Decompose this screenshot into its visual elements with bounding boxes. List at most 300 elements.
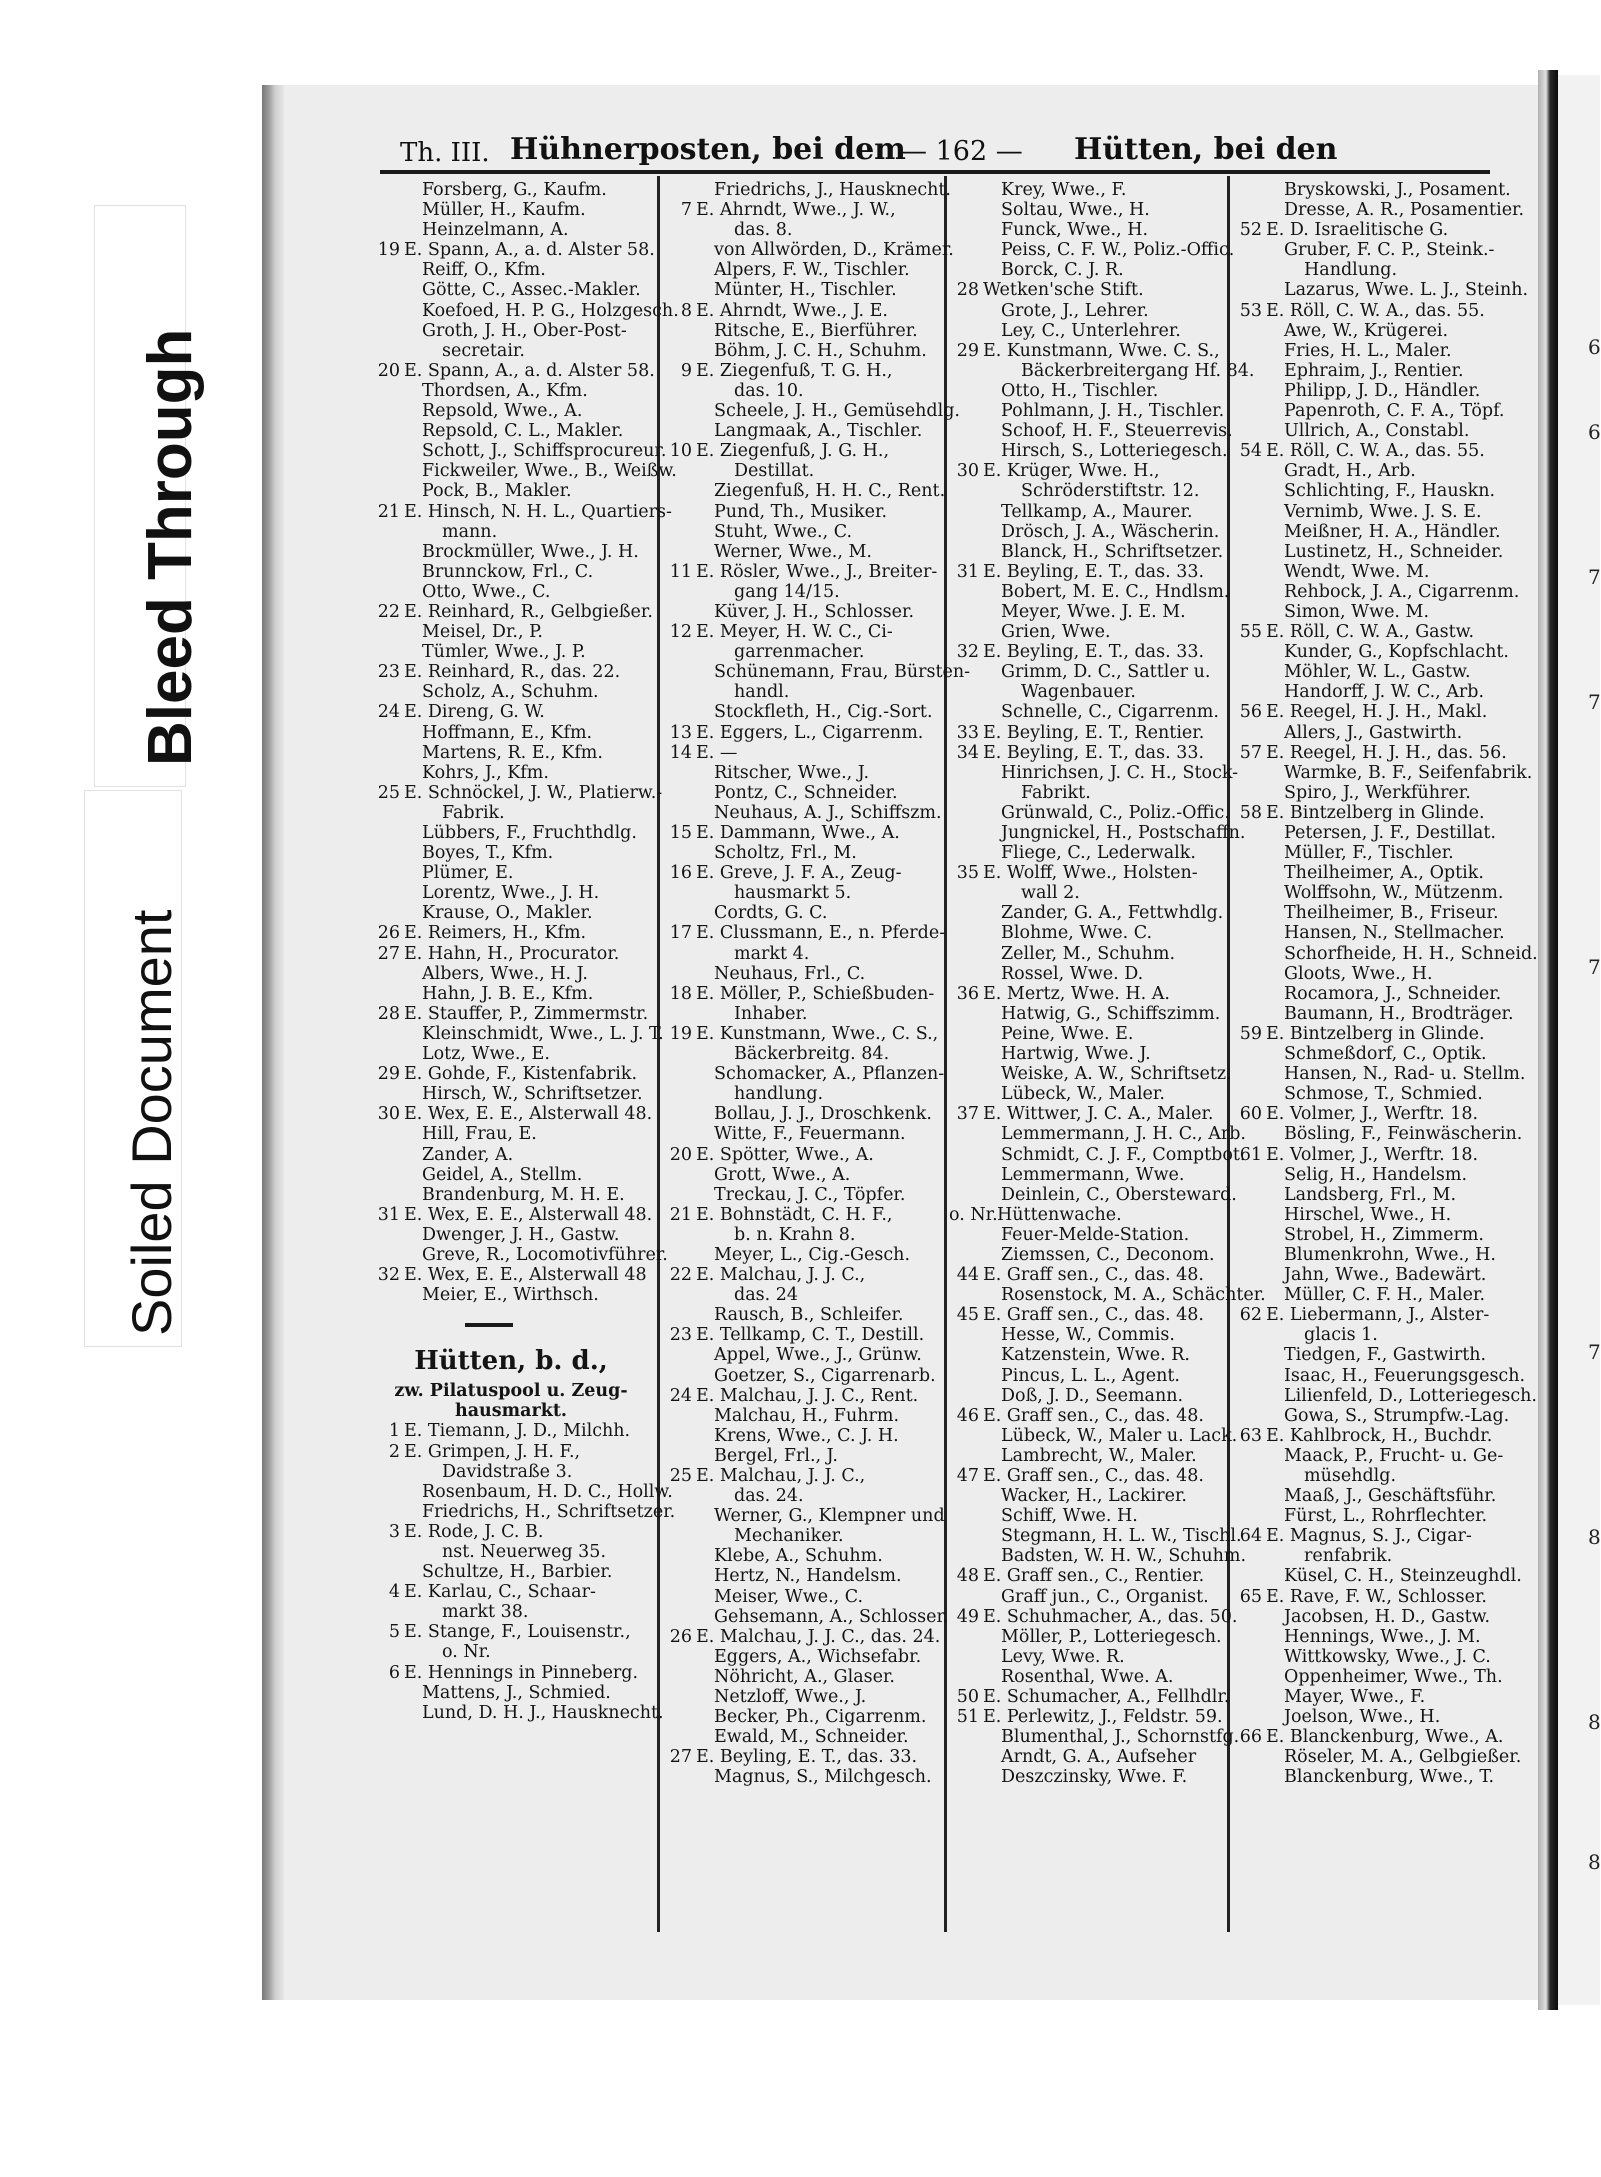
entry-text: Deinlein, C., Obersteward.: [1001, 1184, 1237, 1205]
directory-entry: [662, 461, 942, 481]
directory-entry: [949, 481, 1225, 501]
house-number: 45: [956, 1305, 979, 1326]
directory-entry: [662, 401, 960, 422]
directory-entry: [370, 481, 652, 501]
directory-entry: [662, 1606, 949, 1627]
house-number: 57: [1239, 742, 1262, 763]
directory-entry: [662, 1727, 942, 1747]
house-number: 28: [377, 1003, 400, 1024]
directory-entry: [949, 802, 1230, 823]
directory-entry: [1232, 562, 1510, 582]
house-number: 28: [956, 280, 979, 301]
directory-entry: [370, 461, 677, 482]
house-number: o. Nr.: [949, 1204, 998, 1225]
directory-entry: [370, 1501, 676, 1522]
entry-text: Tümler, Wwe., J. P.: [422, 642, 586, 663]
entry-text: Bryskowski, J., Posament.: [1284, 180, 1511, 200]
entry-text: Friedrichs, J., Hausknecht.: [714, 180, 951, 200]
directory-entry: [1232, 361, 1510, 381]
directory-entry: [662, 1366, 942, 1386]
entry-text: E. Liebermann, J., Alster-: [1266, 1305, 1490, 1326]
entry-text: E. Ahrndt, Wwe., J. E.: [696, 300, 888, 321]
directory-entry: [370, 1205, 652, 1225]
directory-entry: [949, 1184, 1237, 1205]
directory-entry: [949, 301, 1225, 321]
entry-text: Fabrikt.: [1021, 782, 1091, 803]
directory-entry: [949, 240, 1235, 261]
directory-entry: [370, 582, 652, 602]
house-number: 51: [956, 1707, 979, 1728]
directory-entry: [662, 723, 942, 743]
entry-text: Hirsch, W., Schriftsetzer.: [422, 1084, 643, 1105]
directory-entry: [370, 1265, 652, 1285]
house-number: 4: [388, 1582, 400, 1603]
entry-text: Hinrichsen, J. C. H., Stock-: [1001, 762, 1239, 783]
directory-entry: [1232, 843, 1510, 863]
next-page-edge-number: 8: [1588, 1710, 1601, 1734]
header-right-title: Hütten, bei den: [1074, 132, 1338, 167]
entry-text: Otto, Wwe., C.: [422, 581, 551, 602]
entry-text: Otto, H., Tischler.: [1001, 380, 1159, 401]
entry-text: Forsberg, G., Kaufm.: [422, 180, 607, 200]
directory-entry: [370, 280, 652, 300]
directory-entry: [949, 1124, 1246, 1145]
sticker-soiled-document-label: Soiled Document: [120, 909, 183, 1336]
directory-entry: [1232, 1506, 1510, 1526]
house-number: 13: [669, 722, 692, 743]
directory-entry: [949, 1386, 1225, 1406]
directory-entry: [1232, 1587, 1510, 1607]
house-number: 49: [956, 1606, 979, 1627]
directory-entry: [662, 220, 942, 240]
directory-entry: [662, 381, 942, 401]
directory-entry: [662, 1004, 942, 1024]
directory-entry: [949, 1566, 1225, 1586]
next-page-edge-number: 8: [1588, 1850, 1601, 1874]
entry-text: E. Bintzelberg in Glinde.: [1266, 1023, 1485, 1044]
entry-text: Meyer, Wwe. J. E. M.: [1001, 601, 1186, 622]
entry-text: wall 2.: [1021, 883, 1080, 904]
entry-text: Brockmüller, Wwe., J. H.: [422, 541, 639, 562]
directory-entry: [370, 763, 652, 783]
entry-text: Arndt, G. A., Aufseher: [1001, 1747, 1197, 1768]
directory-entry: [662, 301, 942, 321]
directory-entry: [1232, 1245, 1510, 1265]
directory-entry: [1232, 421, 1510, 441]
house-number: 32: [956, 642, 979, 663]
entry-text: E. Rave, F. W., Schlosser.: [1266, 1586, 1487, 1607]
entry-text: Schmidt, C. J. F., Comptbot.: [1001, 1144, 1246, 1165]
entry-text: das. 24: [734, 1285, 799, 1306]
directory-entry: [662, 1265, 942, 1285]
directory-entry: [1232, 943, 1538, 964]
directory-entry: [370, 923, 652, 943]
directory-entry: [1232, 1205, 1510, 1225]
entry-text: Müller, C. F. H., Maler.: [1284, 1285, 1486, 1306]
directory-entry: [949, 964, 1225, 984]
directory-entry: [370, 662, 652, 682]
next-page-edge-number: 6: [1588, 420, 1601, 444]
directory-entry: [949, 1506, 1225, 1526]
directory-entry: [1232, 1627, 1510, 1647]
divider-bar: [465, 1323, 513, 1327]
directory-entry: [1232, 1426, 1510, 1446]
entry-text: Bergel, Frl., J.: [714, 1445, 838, 1466]
directory-entry: [370, 1542, 652, 1562]
entry-text: E. Direng, G. W.: [404, 702, 545, 723]
entry-text: Scholz, A., Schuhm.: [422, 682, 599, 703]
directory-entry: [370, 542, 652, 562]
house-number: 33: [956, 722, 979, 743]
entry-text: E. Eggers, L., Cigarrenm.: [696, 722, 924, 743]
directory-entry: [370, 743, 652, 763]
directory-entry: [662, 441, 942, 461]
entry-text: Martens, R. E., Kfm.: [422, 742, 603, 763]
directory-entry: [370, 602, 652, 622]
entry-text: Neuhaus, Frl., C.: [714, 963, 866, 984]
directory-entry: [370, 723, 652, 743]
entry-text: E. Gohde, F., Kistenfabrik.: [404, 1064, 638, 1085]
directory-entry: [949, 1084, 1225, 1104]
directory-entry: [370, 1562, 652, 1582]
house-number: 34: [956, 742, 979, 763]
house-number: 23: [669, 1325, 692, 1346]
house-number: 14: [669, 742, 692, 763]
house-number: 26: [377, 923, 400, 944]
entry-text: Grott, Wwe., A.: [714, 1164, 851, 1185]
entry-text: Repsold, Wwe., A.: [422, 401, 583, 422]
entry-text: renfabrik.: [1304, 1546, 1393, 1567]
directory-entry: [1232, 1003, 1514, 1024]
entry-text: Grien, Wwe.: [1001, 622, 1111, 643]
directory-entry: [370, 300, 679, 321]
entry-text: E. Spann, A., a. d. Alster 58.: [404, 360, 655, 381]
entry-text: Stuht, Wwe., C.: [714, 521, 853, 542]
entry-text: Schultze, H., Barbier.: [422, 1562, 613, 1583]
entry-text: Fickweiler, Wwe., B., Weißw.: [422, 461, 677, 482]
entry-text: Pontz, C., Schneider.: [714, 782, 898, 803]
entry-text: E. Beyling, E. T., das. 33.: [696, 1747, 918, 1768]
directory-entry: [949, 783, 1225, 803]
directory-entry: [949, 180, 1225, 200]
directory-entry: [662, 1245, 942, 1265]
directory-entry: [1232, 1747, 1522, 1768]
directory-entry: [949, 1144, 1246, 1165]
entry-text: Alpers, F. W., Tischler.: [714, 260, 910, 281]
entry-text: Greve, R., Locomotivführer.: [422, 1244, 668, 1265]
entry-text: E. Schumacher, A., Fellhdlr.: [983, 1687, 1230, 1708]
house-number: 29: [377, 1064, 400, 1085]
entry-text: Oppenheimer, Wwe., Th.: [1284, 1666, 1503, 1687]
directory-entry: [370, 522, 652, 542]
entry-text: Netzloff, Wwe., J.: [714, 1687, 867, 1708]
entry-text: Jahn, Wwe., Badewärt.: [1284, 1265, 1487, 1286]
entry-text: Küver, J. H., Schlosser.: [714, 601, 915, 622]
directory-entry: [370, 1225, 652, 1245]
directory-entry: [662, 662, 971, 683]
directory-entry: [949, 984, 1225, 1004]
directory-entry: [662, 803, 942, 823]
directory-entry: [1232, 1486, 1510, 1506]
section-subheading: [370, 1401, 652, 1421]
house-number: 35: [956, 863, 979, 884]
directory-entry: [370, 1522, 652, 1542]
entry-text: E. Volmer, J., Werftr. 18.: [1266, 1144, 1479, 1165]
directory-column-4: [1232, 180, 1538, 1788]
directory-entry: [370, 984, 652, 1004]
entry-text: Rausch, B., Schleifer.: [714, 1305, 904, 1326]
directory-entry: [949, 1747, 1225, 1767]
next-page-edge-number: 6: [1588, 335, 1601, 359]
directory-entry: [1232, 301, 1510, 321]
directory-entry: [1232, 1104, 1510, 1124]
column-rule: [657, 176, 660, 1932]
directory-entry: [1232, 1707, 1510, 1727]
directory-entry: [370, 964, 652, 984]
directory-entry: [662, 1587, 942, 1607]
directory-entry: [370, 441, 667, 462]
entry-text: E. Blanckenburg, Wwe., A.: [1266, 1727, 1504, 1748]
directory-entry: [949, 1366, 1225, 1386]
entry-text: Peine, Wwe. E.: [1001, 1023, 1134, 1044]
entry-text: Hesse, W., Commis.: [1001, 1325, 1175, 1346]
entry-text: Götte, C., Assec.-Makler.: [422, 280, 641, 301]
directory-entry: [949, 1767, 1225, 1787]
directory-entry: [1232, 381, 1510, 401]
directory-entry: [370, 843, 652, 863]
directory-entry: [662, 1345, 942, 1365]
directory-entry: [1232, 522, 1510, 542]
directory-entry: [949, 1627, 1225, 1647]
entry-text: E. Ahrndt, Wwe., J. W.,: [696, 200, 896, 221]
entry-text: Boyes, T., Kfm.: [422, 843, 554, 864]
next-page-edge-number: 7: [1588, 690, 1601, 714]
directory-entry: [662, 923, 946, 944]
entry-text: E. Beyling, E. T., das. 33.: [983, 742, 1205, 763]
house-number: 12: [669, 622, 692, 643]
directory-entry: [1232, 1064, 1526, 1085]
directory-entry: [662, 542, 942, 562]
entry-text: E. Malchau, J. J. C., Rent.: [696, 1385, 919, 1406]
entry-text: Schröderstiftstr. 12.: [1021, 481, 1200, 502]
entry-text: Ritsche, E., Bierführer.: [714, 320, 918, 341]
directory-entry: [1232, 702, 1510, 722]
entry-text: E. D. Israelitische G.: [1266, 220, 1449, 241]
directory-entry: [1232, 1325, 1510, 1345]
directory-entry: [1232, 280, 1529, 301]
entry-text: E. Magnus, S. J., Cigar-: [1266, 1526, 1472, 1547]
entry-text: Eggers, A., Wichsefabr.: [714, 1646, 922, 1667]
directory-entry: [1232, 1145, 1510, 1165]
directory-entry: [662, 481, 946, 502]
entry-text: Peiss, C. F. W., Poliz.-Offic.: [1001, 240, 1235, 261]
entry-text: von Allwörden, D., Krämer.: [714, 240, 954, 261]
entry-text: Böhm, J. C. H., Schuhm.: [714, 340, 927, 361]
entry-text: Jungnickel, H., Postschaffn.: [1001, 823, 1246, 843]
directory-entry: [949, 502, 1225, 522]
directory-entry: [370, 702, 652, 722]
directory-entry: [370, 260, 652, 280]
entry-text: E. Wolff, Wwe., Holsten-: [983, 863, 1198, 884]
directory-entry: [949, 923, 1225, 943]
entry-text: Langmaak, A., Tischler.: [714, 421, 923, 442]
entry-text: E. Schnöckel, J. W., Platierw.-: [404, 782, 663, 803]
directory-entry: [370, 1622, 652, 1642]
page-binding-shadow: [262, 85, 284, 2000]
directory-entry: [370, 823, 652, 843]
house-number: 3: [388, 1521, 400, 1542]
section-divider: [370, 1305, 652, 1341]
entry-text: Rossel, Wwe. D.: [1001, 963, 1144, 984]
entry-text: Schoof, H. F., Steuerrevis.: [1001, 421, 1233, 442]
directory-entry: [949, 321, 1225, 341]
entry-text: Krey, Wwe., F.: [1001, 180, 1127, 200]
entry-text: Hartwig, Wwe. J.: [1001, 1044, 1151, 1065]
entry-text: Kunder, G., Kopfschlacht.: [1284, 642, 1509, 663]
house-number: 31: [956, 561, 979, 582]
entry-text: Appel, Wwe., J., Grünw.: [714, 1345, 922, 1366]
directory-entry: [1232, 441, 1510, 461]
directory-entry: [370, 200, 652, 220]
directory-entry: [662, 622, 942, 642]
sticker-bleed-through-label: Bleed Through: [136, 328, 205, 766]
directory-entry: [949, 1727, 1240, 1748]
entry-text: Dwenger, J. H., Gastw.: [422, 1224, 620, 1245]
house-number: 63: [1239, 1425, 1262, 1446]
directory-entry: [949, 200, 1225, 220]
directory-entry: [370, 1064, 652, 1084]
entry-text: o. Nr.: [442, 1642, 491, 1663]
house-number: 24: [377, 702, 400, 723]
house-number: 30: [377, 1104, 400, 1125]
entry-text: E. Spötter, Wwe., A.: [696, 1144, 874, 1165]
directory-entry: [370, 1104, 652, 1124]
directory-entry: [662, 883, 942, 903]
volume-label: Th. III.: [400, 138, 490, 168]
entry-text: Theilheimer, A., Optik.: [1284, 863, 1484, 884]
entry-text: das. 8.: [734, 220, 793, 241]
entry-text: Goetzer, S., Cigarrenarb.: [714, 1365, 936, 1386]
entry-text: Handorff, J. W. C., Arb.: [1284, 682, 1485, 703]
directory-entry: [1232, 682, 1510, 702]
directory-entry: [662, 944, 942, 964]
directory-entry: [1232, 1084, 1510, 1104]
directory-entry: [662, 1747, 942, 1767]
directory-entry: [1232, 1687, 1510, 1707]
entry-text: Magnus, S., Milchgesch.: [714, 1767, 932, 1788]
entry-text: Drösch, J. A., Wäscherin.: [1001, 521, 1220, 542]
directory-entry: [662, 180, 951, 200]
entry-text: E. Graff sen., C., das. 48.: [983, 1405, 1204, 1426]
directory-entry: [949, 1205, 1225, 1225]
directory-entry: [949, 1285, 1266, 1306]
directory-entry: [949, 1225, 1225, 1245]
directory-entry: [662, 1024, 942, 1044]
directory-entry: [662, 903, 942, 923]
entry-text: Kleinschmidt, Wwe., L. J. T.: [422, 1023, 664, 1044]
page-number: — 162 —: [900, 136, 1023, 167]
directory-entry: [949, 260, 1225, 280]
entry-text: markt 4.: [734, 943, 810, 964]
house-number: 37: [956, 1104, 979, 1125]
directory-entry: [1232, 220, 1510, 240]
entry-text: Schmose, T., Schmied.: [1284, 1084, 1483, 1105]
directory-entry: [370, 1004, 652, 1024]
entry-text: Doß, J. D., Seemann.: [1001, 1385, 1184, 1406]
entry-text: Baumann, H., Brodträger.: [1284, 1003, 1514, 1024]
entry-text: Deszczinsky, Wwe. F.: [1001, 1767, 1188, 1788]
directory-entry: [1232, 1365, 1526, 1386]
directory-entry: [662, 1526, 942, 1546]
directory-entry: [949, 682, 1225, 702]
house-number: 19: [669, 1023, 692, 1044]
entry-text: Gradt, H., Arb.: [1284, 461, 1416, 482]
entry-text: Ziemssen, C., Deconom.: [1001, 1244, 1215, 1265]
entry-text: Blanckenburg, Wwe., T.: [1284, 1767, 1495, 1788]
directory-entry: [1232, 260, 1510, 280]
directory-entry: [1232, 1044, 1510, 1064]
entry-text: gang 14/15.: [734, 581, 840, 602]
entry-text: Dresse, A. R., Posamentier.: [1284, 200, 1525, 221]
entry-text: Werner, G., Klempner und: [714, 1506, 945, 1527]
entry-text: Zander, G. A., Fettwhdlg.: [1001, 903, 1224, 924]
directory-entry: [949, 1606, 1238, 1627]
directory-entry: [949, 1245, 1225, 1265]
directory-entry: [949, 542, 1225, 562]
directory-entry: [662, 260, 942, 280]
section-subheading-text: zw. Pilatuspool u. Zeug-: [394, 1381, 628, 1402]
entry-text: Münter, H., Tischler.: [714, 280, 897, 301]
entry-text: E. Schuhmacher, A., das. 50.: [983, 1606, 1238, 1627]
directory-entry: [662, 843, 942, 863]
entry-text: Warmke, B. F., Seifenfabrik.: [1284, 762, 1533, 783]
directory-entry: [949, 1305, 1225, 1325]
directory-entry: [1232, 1385, 1537, 1406]
entry-text: Vernimb, Wwe. J. S. E.: [1284, 501, 1482, 522]
directory-entry: [370, 1124, 652, 1144]
directory-entry: [662, 1064, 945, 1085]
directory-entry: [949, 1064, 1232, 1085]
directory-entry: [949, 1486, 1225, 1506]
directory-entry: [662, 1627, 942, 1647]
directory-entry: [1232, 1466, 1510, 1486]
entry-text: Inhaber.: [734, 1003, 808, 1024]
entry-text: E. Bintzelberg in Glinde.: [1266, 802, 1485, 823]
directory-entry: [662, 1285, 942, 1305]
entry-text: Blumenthal, J., Schornstfg.: [1001, 1727, 1240, 1748]
directory-entry: [662, 1185, 942, 1205]
entry-text: Graff jun., C., Organist.: [1001, 1586, 1209, 1607]
directory-entry: [949, 843, 1225, 863]
entry-text: Philipp, J. D., Händler.: [1284, 380, 1481, 401]
directory-entry: [370, 1663, 652, 1683]
directory-entry: [949, 1546, 1247, 1567]
directory-entry: [370, 1165, 652, 1185]
directory-entry: [662, 1044, 942, 1064]
directory-entry: [662, 1104, 942, 1124]
entry-text: Meiser, Wwe., C.: [714, 1586, 864, 1607]
entry-text: Wittkowsky, Wwe., J. C.: [1284, 1646, 1491, 1667]
entry-text: Lübeck, W., Maler.: [1001, 1084, 1165, 1105]
directory-entry: [949, 1687, 1230, 1708]
next-page-edge-number: 8: [1588, 1525, 1601, 1549]
entry-text: handlung.: [734, 1084, 824, 1105]
directory-entry: [1232, 1265, 1510, 1285]
directory-entry: [662, 1506, 945, 1527]
entry-text: Nöhricht, A., Glaser.: [714, 1666, 895, 1687]
entry-text: E. Kahlbrock, H., Buchdr.: [1266, 1425, 1493, 1446]
entry-text: Grimm, D. C., Sattler u.: [1001, 662, 1211, 683]
